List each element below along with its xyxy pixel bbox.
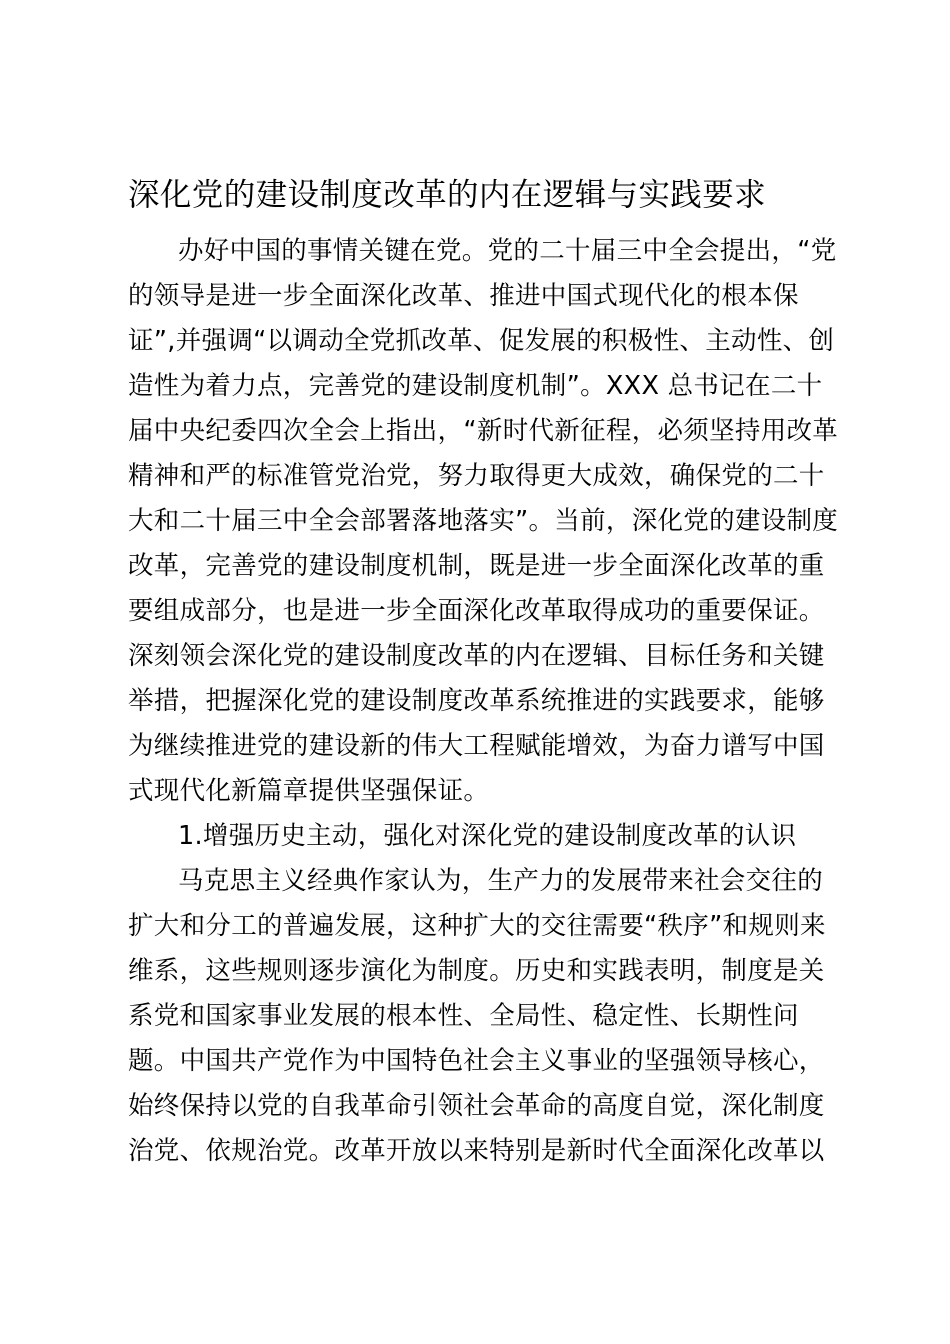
paragraph-line: 为继续推进党的建设新的伟大工程赋能增效，为奋力谱写中国 [128,731,825,761]
paragraph-line: 办好中国的事情关键在党。党的二十届三中全会提出，“党 [178,236,837,266]
document-title: 深化党的建设制度改革的内在逻辑与实践要求 [128,177,767,213]
paragraph-line: 要组成部分，也是进一步全面深化改革取得成功的重要保证。 [128,596,825,626]
paragraph-line: 的领导是进一步全面深化改革、推进中国式现代化的根本保 [128,281,799,311]
paragraph-line: 题。中国共产党作为中国特色社会主义事业的坚强领导核心， [128,1046,825,1076]
paragraph-line: 系党和国家事业发展的根本性、全局性、稳定性、长期性问 [128,1001,799,1031]
paragraph-line: 造性为着力点，完善党的建设制度机制”。XXX 总书记在二十 [128,371,823,401]
paragraph-line: 精神和严的标准管党治党，努力取得更大成效，确保党的二十 [128,461,825,491]
paragraph-line: 大和二十届三中全会部署落地落实”。当前，深化党的建设制度 [128,506,839,536]
paragraph-line: 举措，把握深化党的建设制度改革系统推进的实践要求，能够 [128,686,825,716]
paragraph-line: 届中央纪委四次全会上指出，“新时代新征程，必须坚持用改革 [128,416,839,446]
paragraph-line: 式现代化新篇章提供坚强保证。 [128,776,490,806]
paragraph-line: 维系，这些规则逐步演化为制度。历史和实践表明，制度是关 [128,956,825,986]
paragraph-line: 证”,并强调“以调动全党抓改革、促发展的积极性、主动性、创 [128,326,835,356]
section-heading: 1.增强历史主动，强化对深化党的建设制度改革的认识 [178,821,797,851]
paragraph-line: 扩大和分工的普遍发展，这种扩大的交往需要“秩序”和规则来 [128,911,826,941]
paragraph-line: 深刻领会深化党的建设制度改革的内在逻辑、目标任务和关键 [128,641,825,671]
paragraph-line: 改革，完善党的建设制度机制，既是进一步全面深化改革的重 [128,551,825,581]
paragraph-line: 治党、依规治党。改革开放以来特别是新时代全面深化改革以 [128,1136,825,1166]
paragraph-line: 始终保持以党的自我革命引领社会革命的高度自觉，深化制度 [128,1091,825,1121]
paragraph-line: 马克思主义经典作家认为，生产力的发展带来社会交往的 [178,866,824,896]
